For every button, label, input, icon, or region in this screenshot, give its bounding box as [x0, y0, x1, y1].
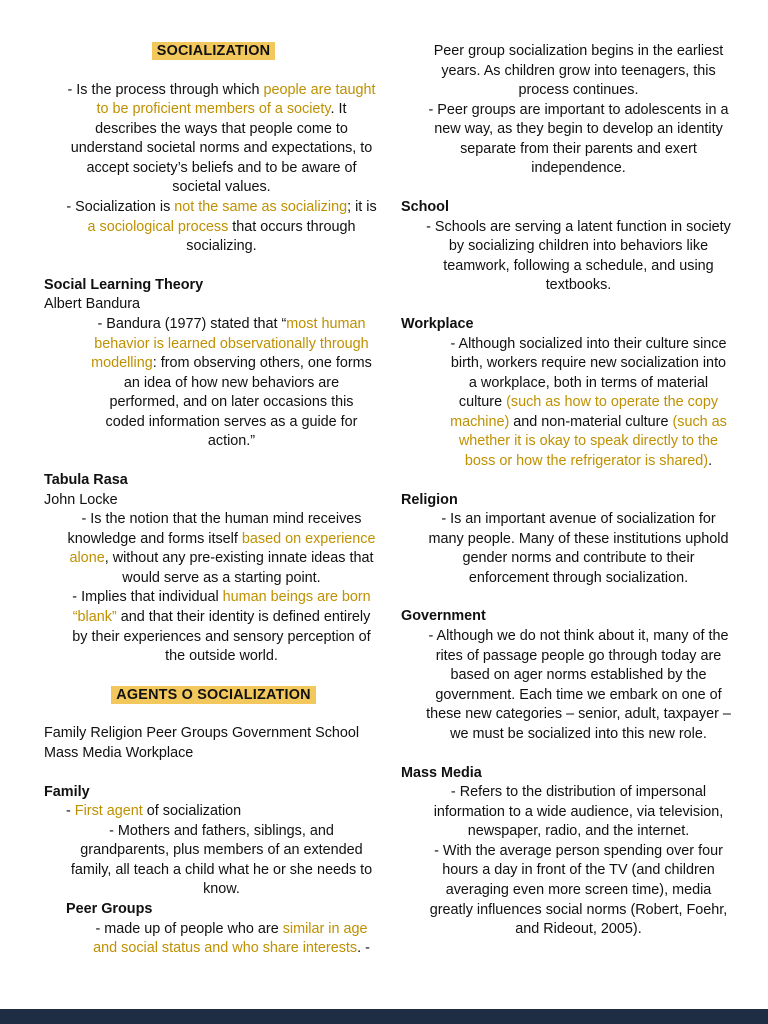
text-run: . - [357, 940, 370, 957]
text-run: - Is the notion that the human mind receives knowledge and forms itself [67, 511, 362, 547]
section-title-row [44, 42, 383, 62]
paragraph [423, 101, 734, 179]
text-run: - [66, 803, 75, 820]
paragraph [423, 783, 734, 842]
paragraph [66, 822, 377, 900]
highlighted-phrase: not the same as socializing [174, 199, 348, 216]
text-run: ; it is [347, 199, 377, 216]
section-heading: Tabula Rasa [44, 471, 128, 488]
paragraph [423, 510, 734, 588]
paragraph [423, 627, 734, 744]
text-run: - Socialization is [66, 199, 175, 216]
text-run: : from observing others, one forms an idea of how new behaviors are performed, and on later occasions this coded information serves as a guide for action.” [105, 355, 372, 450]
text-run: , without any pre-existing innate ideas that would serve as a starting point. [104, 550, 374, 586]
paragraph [66, 81, 377, 198]
highlighted-phrase: similar in age and social status and who share interests [93, 920, 368, 957]
highlighted-phrase: a sociological process [87, 218, 229, 235]
text-run: - Peer groups are important to adolescents in a new way, as they begin to develop an identity separate from their parents and exert independence. [428, 101, 729, 177]
text-line: Family Religion Peer Groups Government School Mass Media Workplace [44, 725, 360, 761]
viewer-footer-bar [0, 1009, 768, 1024]
text-run: . [708, 452, 713, 469]
highlighted-phrase: First agent [74, 803, 143, 820]
text-run: - Is an important avenue of socialization for many people. Many of these institutions uphold gender norms and contribute to their enforcement through socialization. [428, 511, 729, 586]
section-heading: Family [44, 783, 90, 800]
left-column [44, 42, 383, 959]
text-run: . It describes the ways that people come to understand societal norms and expectations, to accept society’s beliefs and to be aware of societal values. [70, 101, 373, 196]
paragraph [423, 42, 734, 101]
paragraph [66, 510, 377, 588]
text-run: - With the average person spending over four hours a day in front of the TV (and children averaging even more screen time), media greatly influences social norms (Robert, Foehr, and Rideout, 2005). [429, 842, 728, 938]
text-run: - Although socialized into their culture since birth, workers require new socialization into a workplace, both in terms of material culture [450, 335, 727, 411]
text-run: - Schools are serving a latent function in society by socializing children into behaviors like teamwork, following a schedule, and using textbooks. [426, 218, 731, 294]
text-run: - Bandura (1977) stated that “ [97, 315, 287, 332]
paragraph [447, 335, 730, 472]
highlighted-phrase: human beings are born “blank” [72, 589, 371, 626]
text-run: that occurs through socializing. [186, 218, 356, 255]
paragraph [66, 588, 377, 666]
highlighted-phrase: people are taught to be proficient members of a society [96, 81, 376, 118]
highlighted-phrase: based on experience alone [69, 530, 376, 567]
paragraph [423, 218, 734, 296]
text-run: Peer group socialization begins in the earliest years. As children grow into teenagers, this process continues. [433, 43, 724, 99]
paragraph [90, 920, 373, 959]
text-run: - Is the process through which [67, 81, 264, 98]
text-run: and that their identity is defined entirely by their experiences and sensory perception of the outside world. [72, 609, 371, 665]
section-title: AGENTS O SOCIALIZATION [111, 686, 315, 704]
highlighted-phrase: (such as whether it is okay to speak directly to the boss or how the refrigerator is shared) [458, 413, 727, 469]
highlighted-phrase: (such as how to operate the copy machine) [450, 394, 719, 430]
paragraph [66, 198, 377, 257]
section-heading: Religion [401, 491, 458, 508]
section-title-row [44, 686, 383, 706]
section-title: SOCIALIZATION [152, 42, 275, 60]
text-run: - Although we do not think about it, many of the rites of passage people go through today are based on ager norms established by the government. Each time we embark on one of these new categories – senior, adult, taxpayer – we must be socialized into this new role. [426, 628, 731, 742]
text-line: Albert Bandura [44, 296, 140, 313]
paragraph [423, 842, 734, 940]
section-heading: Mass Media [401, 764, 482, 781]
section-heading: Workplace [401, 315, 474, 332]
section-heading: Social Learning Theory [44, 276, 204, 293]
text-run: - Implies that individual [72, 589, 223, 606]
paragraph [90, 315, 373, 452]
text-run: and non-material culture [509, 413, 673, 430]
text-run: of socialization [142, 803, 242, 820]
paragraph [66, 802, 377, 822]
text-run: - Refers to the distribution of impersonal information to a wide audience, via television, newspaper, radio, and the internet. [433, 784, 724, 840]
right-column [401, 42, 740, 959]
highlighted-phrase: most human behavior is learned observationally through modelling [91, 315, 369, 372]
section-heading: Government [401, 608, 486, 625]
text-run: - made up of people who are [95, 920, 283, 937]
text-run: - Mothers and fathers, siblings, and grandparents, plus members of an extended family, all teach a child what he or she needs to know. [70, 822, 373, 898]
section-heading: School [401, 199, 449, 216]
text-line: John Locke [44, 491, 118, 508]
section-heading: Peer Groups [66, 900, 153, 917]
